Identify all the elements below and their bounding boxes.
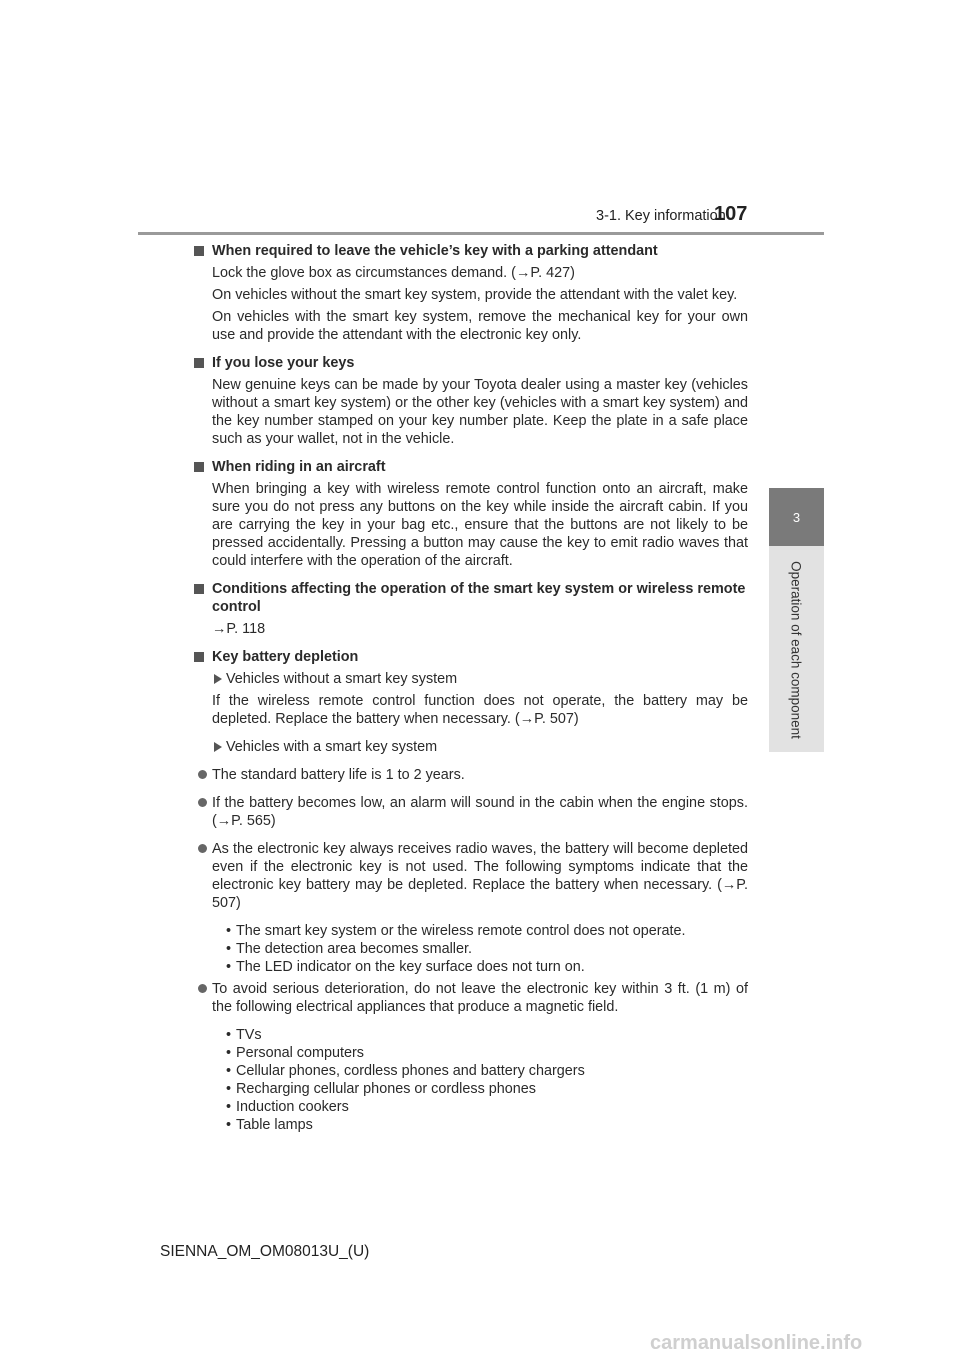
paragraph: New genuine keys can be made by your Toyota dealer using a master key (vehicles without a smart key system) or the other key (vehicles with a smart key system) and the key number stamped on your key number plate. Keep the plate in a safe place such as your wallet, not in the vehicle. bbox=[212, 377, 748, 447]
paragraph: On vehicles without the smart key system, provide the attendant with the valet key. bbox=[212, 287, 738, 303]
watermark: carmanualsonline.info bbox=[650, 1332, 863, 1354]
bullet-item: As the electronic key always receives radio waves, the battery will become depleted even if the electronic key is not used. The following symptoms indicate that the electronic key battery may be depleted. Replace the battery when necessary. (→P. 507) bbox=[198, 840, 748, 912]
list-item: • Recharging cellular phones or cordless phones bbox=[226, 1080, 748, 1098]
list-item: • The LED indicator on the key surface does not turn on. bbox=[226, 958, 748, 976]
paragraph: On vehicles with the smart key system, remove the mechanical key for your own use and provide the attendant with the electronic key only. bbox=[212, 309, 748, 343]
section-heading: When riding in an aircraft bbox=[194, 458, 748, 476]
section-heading: Key battery depletion bbox=[194, 648, 748, 666]
chapter-label: Operation of each component bbox=[788, 561, 804, 739]
page-header bbox=[0, 0, 960, 240]
list-item: • Table lamps bbox=[226, 1116, 748, 1134]
section-title: 3-1. Key information bbox=[596, 208, 726, 224]
paragraph: If the wireless remote control function does not operate, the battery may be depleted. Replace the battery when necessary. (→P. 507) bbox=[212, 693, 748, 727]
list-item: • TVs bbox=[226, 1026, 748, 1044]
subsection-title: Vehicles with a smart key system bbox=[212, 738, 748, 756]
bullet-item: If the battery becomes low, an alarm will sound in the cabin when the engine stops. (→P. 565) bbox=[198, 794, 748, 830]
section-heading: Conditions affecting the operation of the smart key system or wireless remote control bbox=[194, 580, 748, 616]
symptom-list bbox=[212, 922, 748, 976]
page-number: 107 bbox=[714, 203, 748, 225]
section-heading: If you lose your keys bbox=[194, 354, 748, 372]
bullet-item: To avoid serious deterioration, do not leave the electronic key within 3 ft. (1 m) of the following electrical appliances that produce a magnetic field. bbox=[198, 980, 748, 1016]
list-item: • Personal computers bbox=[226, 1044, 748, 1062]
paragraph: When bringing a key with wireless remote control function onto an aircraft, make sure you do not press any buttons on the key while inside the aircraft cabin. If you are carrying the key in your bag etc., ensure that the buttons are not likely to be pressed accidentally. Pressing a button may cause the key to emit radio waves that could interfere with the operation of the aircraft. bbox=[212, 481, 748, 569]
subsection-title: Vehicles without a smart key system bbox=[212, 670, 748, 688]
page-reference: →P. 118 bbox=[212, 621, 266, 637]
list-item: • Cellular phones, cordless phones and battery chargers bbox=[226, 1062, 748, 1080]
chapter-tab: 3 bbox=[769, 488, 824, 546]
header-divider bbox=[138, 232, 824, 235]
appliance-list bbox=[212, 1026, 748, 1134]
list-item: • Induction cookers bbox=[226, 1098, 748, 1116]
page-content bbox=[212, 242, 748, 1134]
section-heading: When required to leave the vehicle’s key with a parking attendant bbox=[194, 242, 748, 260]
list-item: • The detection area becomes smaller. bbox=[226, 940, 748, 958]
list-item: • The smart key system or the wireless remote control does not operate. bbox=[226, 922, 748, 940]
document-id: SIENNA_OM_OM08013U_(U) bbox=[160, 1243, 370, 1260]
bullet-item: The standard battery life is 1 to 2 years. bbox=[198, 766, 748, 784]
paragraph: Lock the glove box as circumstances demand. (→P. 427) bbox=[212, 265, 575, 281]
